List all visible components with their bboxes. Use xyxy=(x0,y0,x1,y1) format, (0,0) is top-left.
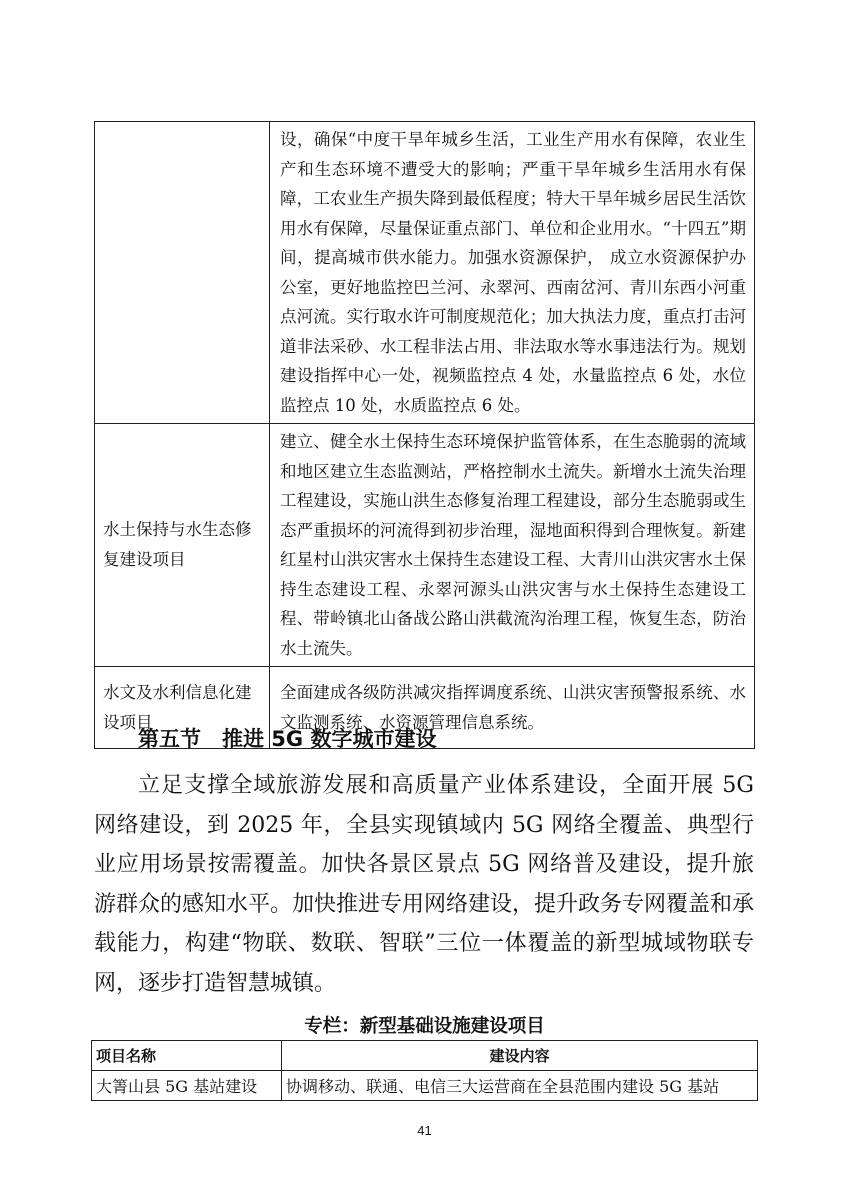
table-row xyxy=(95,424,755,667)
project-content-cell: 建立、健全水土保持生态环境保护监管体系，在生态脆弱的流域和地区建立生态监测站，严格控制水土流失。新增水土流失治理工程建设，实施山洪生态修复治理工程建设，部分生态脆弱或生态严重损坏的河流得到初步治理，湿地面积得到合理恢复。新建红星村山洪灾害水土保持生态建设工程、大青川山洪灾害水土保持生态建设工程、永翠河源头山洪灾害与水土保持生态建设工程、带岭镇北山备战公路山洪截流沟治理工程，恢复生态，防治水土流失。 xyxy=(270,424,755,667)
table-row xyxy=(95,122,755,424)
water-projects-table xyxy=(94,121,755,749)
project-name-cell xyxy=(95,122,270,424)
table-row xyxy=(92,1071,758,1101)
page-number: 41 xyxy=(417,1123,432,1138)
table-caption: 专栏：新型基础设施建设项目 xyxy=(304,1016,545,1037)
section-title: 第五节 推进 5G 数字城市建设 xyxy=(138,727,437,751)
table-header-row xyxy=(92,1041,758,1071)
project-name-cell: 大箐山县 5G 基站建设 xyxy=(92,1071,282,1101)
project-content-cell: 设，确保“中度干旱年城乡生活，工业生产用水有保障，农业生产和生态环境不遭受大的影响；严重干旱年城乡生活用水有保障，工农业生产损失降到最低程度；特大干旱年城乡居民生活饮用水有保障，尽量保证重点部门、单位和企业用水。“十四五”期间，提高城市供水能力。加强水资源保护， 成立水资源保护办公室，更好地监控巴兰河、永翠河、西南岔河、青川东西小河重点河流。实行取水许可制度规范化；加大执法力度，重点打击河道非法采砂、水工程非法占用、非法取水等水事违法行为。规划建设指挥中心一处，视频监控点 4 处，水量监控点 6 处，水位监控点 10 处，水质监控点 6 处。 xyxy=(270,122,755,424)
project-content-cell: 全面建成各级防洪减灾指挥调度系统、山洪灾害预警报系统、水文监测系统、水资源管理信息系统。 xyxy=(270,667,755,749)
project-content-cell: 协调移动、联通、电信三大运营商在全县范围内建设 5G 基站 xyxy=(282,1071,758,1101)
project-name-cell: 水土保持与水生态修复建设项目 xyxy=(95,424,270,667)
infrastructure-table xyxy=(91,1040,758,1101)
project-name-cell: 水文及水利信息化建设项目 xyxy=(95,667,270,749)
section-paragraph: 立足支撑全域旅游发展和高质量产业体系建设，全面开展 5G 网络建设，到 2025 年，全县实现镇域内 5G 网络全覆盖、典型行业应用场景按需覆盖。加快各景区景点 5G 网络普及建设，提升旅游群众的感知水平。加快推进专用网络建设，提升政务专网覆盖和承载能力，构建“物联、数联、智联”三位一体覆盖的新型城域物联专网，逐步打造智慧城镇。 xyxy=(94,773,755,996)
header-project-name: 项目名称 xyxy=(92,1041,282,1071)
header-content: 建设内容 xyxy=(282,1041,758,1071)
